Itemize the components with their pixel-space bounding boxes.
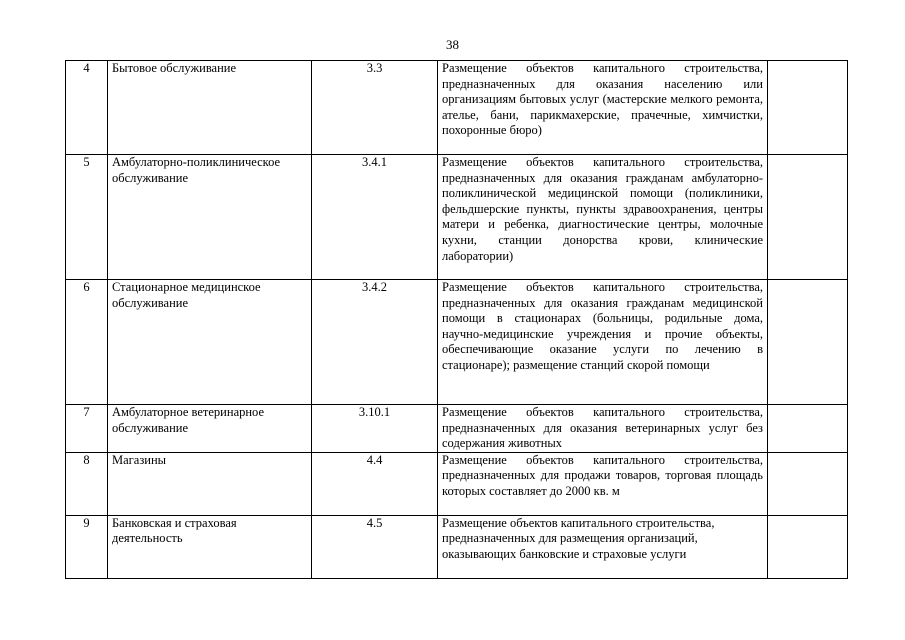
extra-cell (768, 515, 848, 578)
row-number: 6 (66, 280, 108, 405)
extra-cell (768, 405, 848, 453)
row-number: 5 (66, 155, 108, 280)
land-use-table (65, 60, 848, 579)
use-type-code: 3.10.1 (312, 405, 438, 453)
use-type-code: 4.4 (312, 452, 438, 515)
row-number: 9 (66, 515, 108, 578)
use-type-name: Стационарное медицинское обслуживание (108, 280, 312, 405)
table-row (66, 280, 848, 405)
row-number: 4 (66, 61, 108, 155)
extra-cell (768, 61, 848, 155)
use-type-description: Размещение объектов капитального строительства, предназначенных для оказания гражданам амбулаторно-поликлинической медицинской помощи (поликлиники, фельдшерские пункты, пункты здравоохранения, центры матери и ребенка, диагностические центры, молочные кухни, станции донорства крови, клинические лаборатории) (438, 155, 768, 280)
use-type-name: Амбулаторно-поликлиническое обслуживание (108, 155, 312, 280)
extra-cell (768, 452, 848, 515)
use-type-code: 4.5 (312, 515, 438, 578)
use-type-name: Банковская и страховая деятельность (108, 515, 312, 578)
page-number: 38 (446, 37, 459, 52)
use-type-name: Магазины (108, 452, 312, 515)
use-type-description: Размещение объектов капитального строительства, предназначенных для оказания гражданам медицинской помощи в стационарах (больницы, родильные дома, научно-медицинские учреждения и прочие объекты, обеспечивающие оказание услуги по лечению в стационаре); размещение станций скорой помощи (438, 280, 768, 405)
use-type-code: 3.4.1 (312, 155, 438, 280)
use-type-description: Размещение объектов капитального строительства, предназначенных для оказания населению или организациям бытовых услуг (мастерские мелкого ремонта, ателье, бани, парикмахерские, прачечные, химчистки, похоронные бюро) (438, 61, 768, 155)
extra-cell (768, 155, 848, 280)
use-type-name: Бытовое обслуживание (108, 61, 312, 155)
table-row (66, 155, 848, 280)
table-row (66, 405, 848, 453)
use-type-code: 3.3 (312, 61, 438, 155)
use-type-code: 3.4.2 (312, 280, 438, 405)
extra-cell (768, 280, 848, 405)
use-type-description: Размещение объектов капитального строительства, предназначенных для размещения организаций, оказывающих банковские и страховые услуги (438, 515, 768, 578)
use-type-description: Размещение объектов капитального строительства, предназначенных для оказания ветеринарных услуг без содержания животных (438, 405, 768, 453)
row-number: 7 (66, 405, 108, 453)
use-type-description: Размещение объектов капитального строительства, предназначенных для продажи товаров, торговая площадь которых составляет до 2000 кв. м (438, 452, 768, 515)
use-type-name: Амбулаторное ветеринарное обслуживание (108, 405, 312, 453)
table-row (66, 61, 848, 155)
table-row (66, 452, 848, 515)
row-number: 8 (66, 452, 108, 515)
table-row (66, 515, 848, 578)
